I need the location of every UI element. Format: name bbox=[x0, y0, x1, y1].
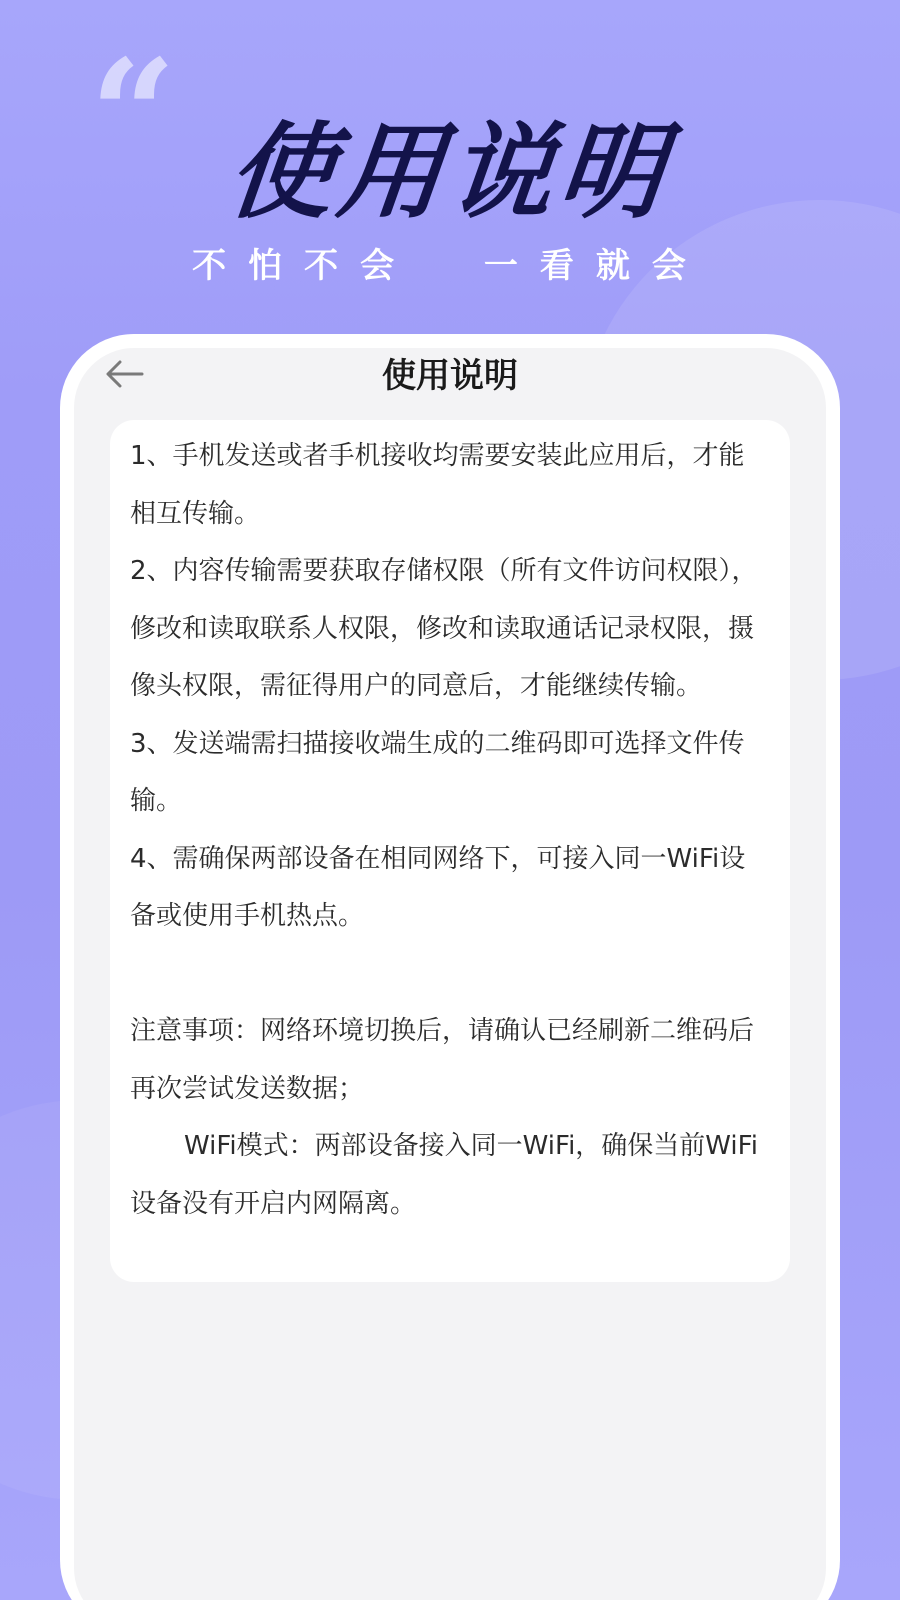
spacer bbox=[130, 946, 770, 1004]
hero-title: 使用说明 bbox=[222, 111, 676, 233]
instructions-text bbox=[130, 428, 770, 1233]
wifi-mode-text: WiFi模式：两部设备接入同一WiFi，确保当前WiFi设备没有开启内网隔离。 bbox=[130, 1131, 758, 1219]
page-title: 使用说明 bbox=[382, 356, 518, 396]
quote-mark-icon: “ bbox=[90, 27, 177, 203]
instruction-item-2: 2、内容传输需要获取存储权限（所有文件访问权限），修改和读取联系人权限，修改和读取通话记录权限，摄像头权限，需征得用户的同意后，才能继续传输。 bbox=[130, 556, 758, 701]
instruction-item-3: 3、发送端需扫描接收端生成的二维码即可选择文件传输。 bbox=[130, 728, 745, 816]
notice-text: 注意事项：网络环境切换后，请确认已经刷新二维码后再次尝试发送数据； bbox=[130, 1016, 755, 1104]
hero-subtitle: 不怕不会 一看就会 bbox=[192, 246, 708, 286]
instruction-item-1: 1、手机发送或者手机接收均需要安装此应用后，才能相互传输。 bbox=[130, 441, 745, 529]
instruction-item-4: 4、需确保两部设备在相同网络下，可接入同一WiFi设备或使用手机热点。 bbox=[130, 843, 746, 931]
